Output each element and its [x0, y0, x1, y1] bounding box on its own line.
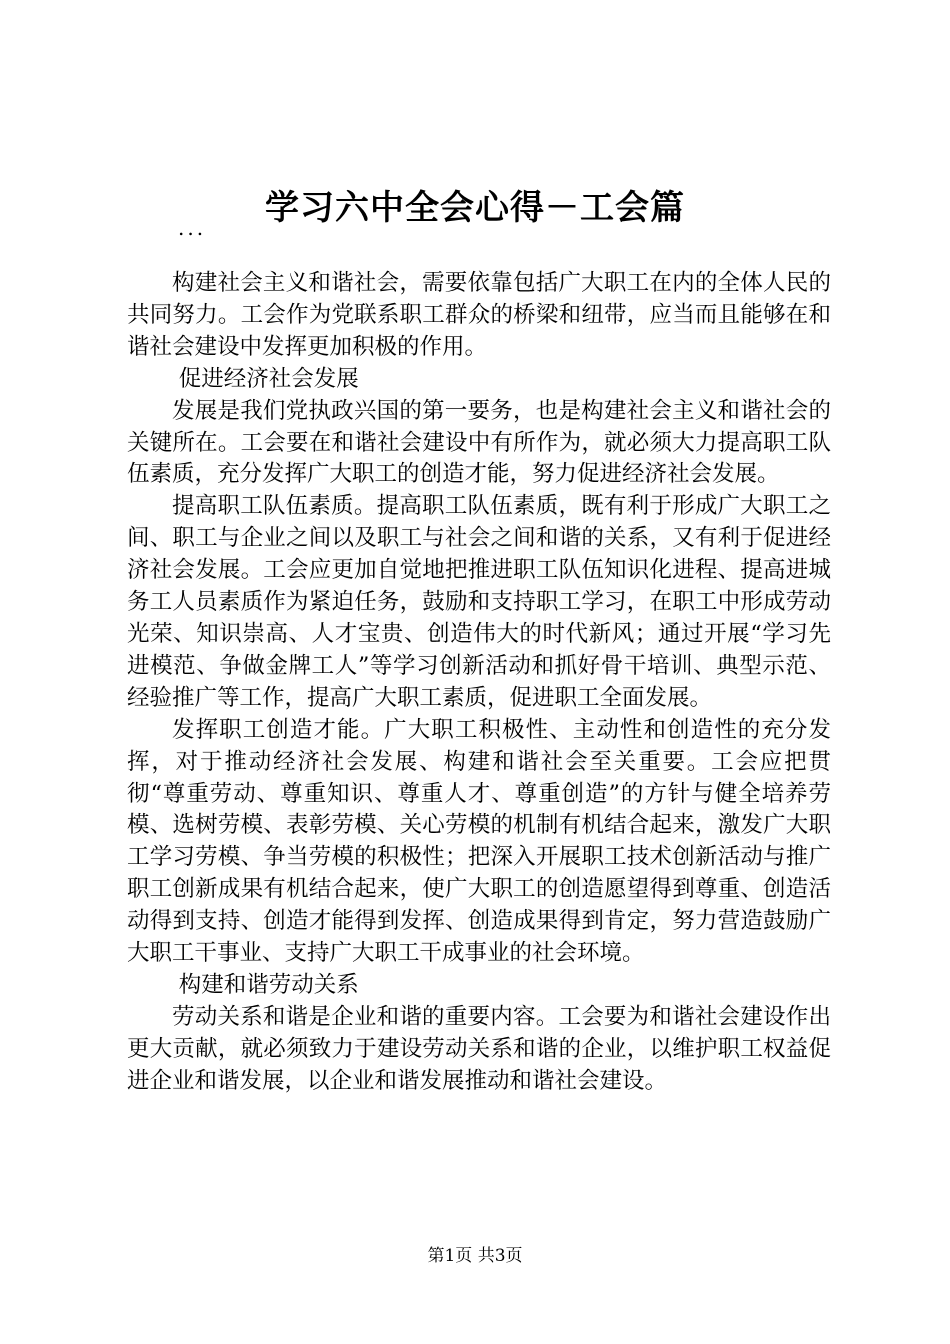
section-heading-economic-development: 促进经济社会发展 — [178, 365, 359, 392]
paragraph-labor-relations: 劳动关系和谐是企业和谐的重要内容。工会要为和谐社会建设作出更大贡献，就必须致力于建设劳动关系和谐的企业，以维护职工权益促进企业和谐发展，以企业和谐发展推动和谐社会建设。 — [127, 1003, 831, 1094]
paragraph-intro: 构建社会主义和谐社会，需要依靠包括广大职工在内的全体人民的共同努力。工会作为党联系职工群众的桥梁和纽带，应当而且能够在和谐社会建设中发挥更加积极的作用。 — [127, 270, 831, 360]
ellipsis-text: ... — [178, 216, 207, 240]
paragraph-development: 发展是我们党执政兴国的第一要务，也是构建社会主义和谐社会的关键所在。工会要在和谐社会建设中有所作为，就必须大力提高职工队伍素质，充分发挥广大职工的创造才能，努力促进经济社会发展。 — [127, 397, 831, 488]
page-number-footer: 第1页 共3页 — [427, 1246, 523, 1266]
document-title: 学习六中全会心得－工会篇 — [265, 188, 685, 228]
paragraph-workforce-quality: 提高职工队伍素质。提高职工队伍素质，既有利于形成广大职工之间、职工与企业之间以及职工与社会之间和谐的关系，又有利于促进经济社会发展。工会应更加自觉地把推进职工队伍知识化进程、提高进城务工人员素质作为紧迫任务，鼓励和支持职工学习，在职工中形成劳动光荣、知识崇高、人才宝贵、创造伟大的时代新风；通过开展“学习先进模范、争做金牌工人”等学习创新活动和抓好骨干培训、典型示范、经验推广等工作，提高广大职工素质，促进职工全面发展。 — [127, 493, 831, 711]
section-heading-labor-relations: 构建和谐劳动关系 — [178, 971, 359, 998]
paragraph-creativity: 发挥职工创造才能。广大职工积极性、主动性和创造性的充分发挥，对于推动经济社会发展、构建和谐社会至关重要。工会应把贯彻“尊重劳动、尊重知识、尊重人才、尊重创造”的方针与健全培养劳模、选树劳模、表彰劳模、关心劳模的机制有机结合起来，激发广大职工学习劳模、争当劳模的积极性；把深入开展职工技术创新活动与推广职工创新成果有机结合起来，使广大职工的创造愿望得到尊重、创造活动得到支持、创造才能得到发挥、创造成果得到肯定，努力营造鼓励广大职工干事业、支持广大职工干成事业的社会环境。 — [127, 716, 831, 967]
document-body — [127, 268, 831, 1098]
